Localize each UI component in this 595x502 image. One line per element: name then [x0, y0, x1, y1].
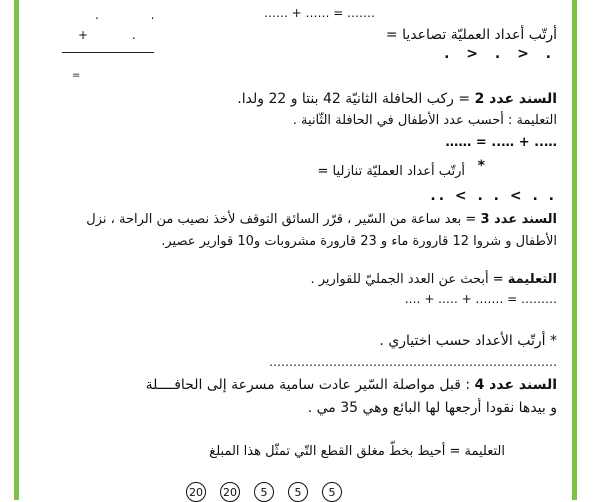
left-equals-mark: =: [72, 70, 82, 81]
coin-5-icon[interactable]: 5: [288, 482, 308, 502]
sanad3-line1: [86, 212, 557, 227]
sanad3-heading: السند عدد 3: [480, 212, 557, 227]
sanad2-heading: السند عدد 2: [474, 91, 557, 107]
sanad4-line1: [146, 377, 557, 393]
coin-5-icon[interactable]: 5: [254, 482, 274, 502]
left-answer-rule: [62, 52, 154, 53]
order-ascending-label: أرتّب أعداد العمليّة تصاعديا =: [385, 27, 557, 43]
coin-5-icon[interactable]: 5: [322, 482, 342, 502]
sanad2-descending-placeholder: .. < . . < . .: [430, 188, 557, 204]
sanad3-equation: ……… = ……. + ….. + ….: [404, 292, 557, 306]
sanad2-order-descending: أرتّب أعداد العمليّة تنازليا =: [317, 164, 465, 179]
sanad2-instruction: التعليمة : أحسب عدد الأطفال في الحافلة الثّانية .: [292, 113, 557, 128]
sanad4-text-line1: : قبل مواصلة السّير عادت سامية مسرعة إلى الحافــــلة: [145, 377, 471, 393]
ascending-placeholder: . > . > .: [444, 46, 557, 62]
sanad3-answer-line: ………………………………………………………………: [269, 355, 557, 369]
left-top-marks: . .: [95, 8, 179, 22]
coin-20-icon[interactable]: 20: [186, 482, 206, 502]
sanad2-text: = ركب الحافلة الثانيّة 42 بنتا و 22 ولدا.: [237, 91, 471, 107]
sanad2-equation: ….. + ….. = ……: [445, 135, 557, 150]
top-equation-line: ……. = …… + ……: [263, 6, 375, 20]
sanad3-text-line1: = بعد ساعة من السّير ، قرّر السائق التوقف لأخذ نصيب من الراحة ، نزل: [86, 212, 477, 227]
sanad3-instruction-text: = أبحث عن العدد الجمليّ للقوارير .: [310, 272, 504, 287]
sanad3-instruction: [310, 272, 557, 287]
sanad4-heading: السند عدد 4: [474, 377, 557, 393]
sanad3-text-line2: الأطفال و شروا 12 قارورة ماء و 23 قارورة مشروبات و10 قوارير عصير.: [161, 234, 557, 249]
left-plus-marks: + .: [78, 28, 156, 42]
sanad2-line: [237, 91, 557, 107]
sanad3-order-choice: * أرتّب الأعداد حسب اختياري .: [379, 333, 557, 349]
sanad4-text-line2: و بيدها نقودا أرجعها لها البائع وهي 35 مي .: [307, 400, 557, 416]
left-border: [14, 0, 19, 500]
sanad3-instruction-label: التعليمة: [507, 272, 557, 287]
coin-20-icon[interactable]: 20: [220, 482, 240, 502]
sanad4-instruction: التعليمة = أحيط بخطّ مغلق القطع التّي تمثّل هذا المبلغ: [209, 444, 505, 459]
right-border: [572, 0, 577, 500]
sanad2-star: *: [477, 158, 485, 174]
coins-row: [186, 482, 342, 502]
